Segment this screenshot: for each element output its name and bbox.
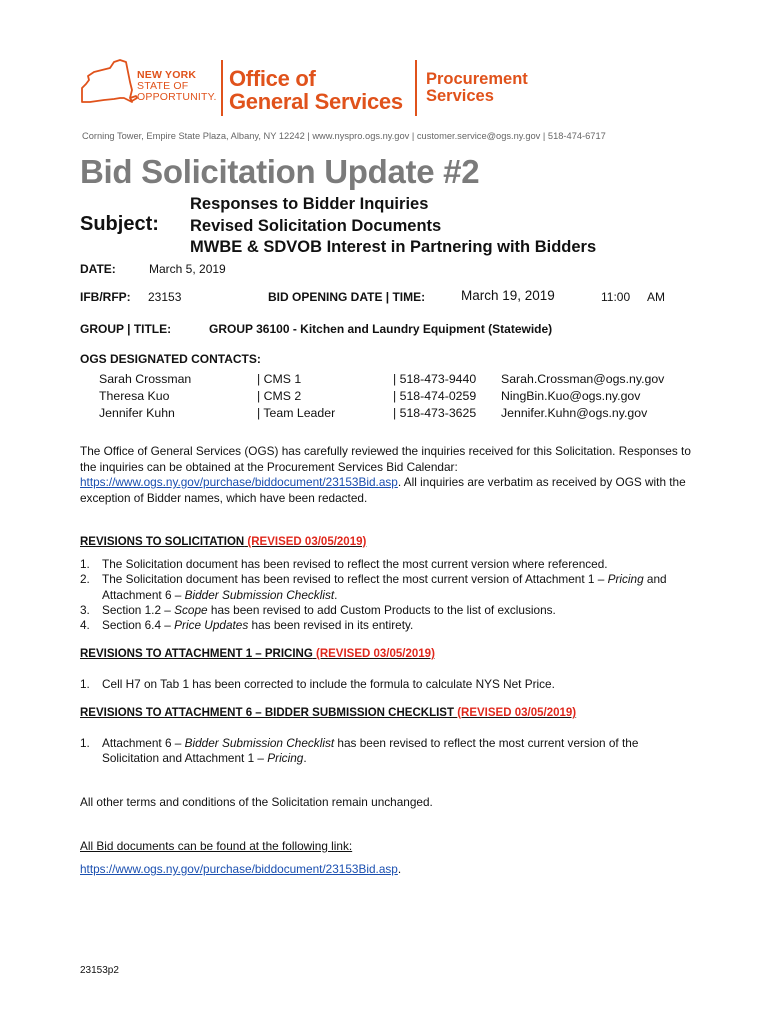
contacts-phones: [393, 371, 476, 422]
revised-date: (REVISED 03/05/2019): [316, 648, 435, 660]
revised-date: (REVISED 03/05/2019): [457, 707, 577, 719]
group-label: GROUP | TITLE:: [80, 322, 172, 336]
item-text-italic: Pricing: [267, 751, 304, 766]
item-number: 3.: [80, 602, 90, 617]
subject-line: Revised Solicitation Documents: [190, 216, 442, 235]
intro-text: The Office of General Services (OGS) has carefully reviewed the inquiries received for this Solicitation. Responses to the inquiries can be obtained at the Procurement Services Bid Calendar:: [80, 444, 691, 474]
item-text-italic: Scope: [174, 602, 208, 617]
ny-line3: OPPORTUNITY.: [137, 91, 217, 103]
item-text-italic: Bidder Submission Checklist: [184, 736, 335, 750]
item-number: 1.: [80, 677, 90, 691]
list-item: [80, 557, 692, 572]
intro-paragraph: [80, 444, 692, 506]
item-text: Cell H7 on Tab 1 has been corrected to include the formula to calculate NYS Net Price.: [102, 677, 555, 691]
pricing-revisions-list: [80, 677, 692, 692]
item-text: Attachment 6 –: [102, 736, 185, 750]
subject-label: Subject:: [80, 213, 159, 235]
date-label: DATE:: [80, 262, 116, 276]
item-text: has been revised to add Custom Products to the list of exclusions.: [207, 602, 556, 617]
group-value: GROUP 36100 - Kitchen and Laundry Equipment (Statewide): [209, 322, 553, 336]
contact-phone: | 518-473-3625: [393, 406, 477, 420]
bid-calendar-link[interactable]: https://www.ogs.ny.gov/purchase/biddocument/23153Bid.asp: [80, 475, 398, 489]
item-number: 2.: [80, 572, 90, 587]
docs-label: All Bid documents can be found at the following link:: [80, 839, 353, 853]
proc-line1: Procurement: [426, 70, 528, 88]
new-york-state-outline-icon: [80, 58, 138, 104]
item-number: 1.: [80, 557, 90, 571]
contact-name: Jennifer Kuhn: [99, 406, 175, 420]
bid-document-link[interactable]: https://www.ogs.ny.gov/purchase/biddocument/23153Bid.asp: [80, 862, 398, 876]
contact-name: Theresa Kuo: [99, 389, 170, 403]
ogs-line1: Office of: [229, 66, 316, 91]
subject-line: MWBE & SDVOB Interest in Partnering with Bidders: [190, 238, 597, 256]
contact-name: Sarah Crossman: [99, 372, 192, 386]
contact-phone: | 518-474-0259: [393, 389, 477, 403]
ifb-label: IFB/RFP:: [80, 290, 131, 304]
item-number: 4.: [80, 618, 90, 633]
contacts-names: [99, 371, 191, 422]
item-text: The Solicitation document has been revised to reflect the most current version where referenced.: [102, 557, 608, 571]
contacts-heading: OGS DESIGNATED CONTACTS:: [80, 352, 261, 366]
ogs-logo: [80, 56, 550, 126]
ifb-value: 23153: [148, 290, 182, 304]
subject-line: Responses to Bidder Inquiries: [190, 195, 429, 213]
contact-role: | Team Leader: [257, 406, 336, 420]
contact-phone: | 518-473-9440: [393, 372, 477, 386]
section-title: REVISIONS TO ATTACHMENT 6 – BIDDER SUBMISSION CHECKLIST: [80, 707, 454, 719]
solicitation-revisions-list: [80, 557, 692, 633]
docs-link-line: [80, 862, 401, 878]
contact-role: | CMS 1: [257, 372, 302, 386]
page-title: Bid Solicitation Update #2: [80, 153, 480, 190]
contacts-roles: [257, 371, 335, 422]
item-text-italic: Price Updates: [174, 618, 249, 633]
section-title: REVISIONS TO ATTACHMENT 1 – PRICING: [80, 648, 313, 660]
item-text-italic: Pricing: [607, 572, 644, 587]
item-text: Section 6.4 –: [102, 618, 175, 633]
item-text: .: [303, 751, 307, 766]
subject-lines: [190, 194, 596, 259]
contact-email[interactable]: Jennifer.Kuhn@ogs.ny.gov: [501, 406, 648, 420]
item-text-italic: Bidder Submission Checklist: [184, 587, 335, 602]
list-item: [80, 572, 692, 603]
item-number: 1.: [80, 736, 90, 750]
list-item: [80, 677, 692, 692]
contact-email[interactable]: NingBin.Kuo@ogs.ny.gov: [501, 389, 641, 403]
revised-date: (REVISED 03/05/2019): [247, 536, 367, 548]
page-footer-id: 23153p2: [80, 965, 119, 976]
bid-opening-label: BID OPENING DATE | TIME:: [268, 290, 426, 304]
item-text: has been revised in its entirety.: [248, 618, 414, 633]
bid-opening-ampm: AM: [647, 290, 665, 304]
list-item: [80, 603, 692, 618]
section-heading: [80, 648, 435, 660]
bid-opening-time: 11:00: [601, 290, 631, 304]
logo-divider: [221, 60, 223, 116]
item-text: .: [334, 587, 338, 602]
section-heading: [80, 536, 366, 548]
docs-period: .: [397, 862, 402, 876]
ny-line2: STATE OF: [137, 80, 189, 92]
intro-text: . All inquiries are verbatim as received by OGS with the exception of Bidder names, which have been redacted.: [80, 475, 686, 505]
proc-line2: Services: [426, 87, 494, 105]
bid-opening-date: March 19, 2019: [461, 288, 555, 303]
ogs-line2: General Services: [229, 89, 403, 114]
checklist-revisions-list: [80, 736, 692, 767]
list-item: [80, 736, 692, 767]
terms-text: All other terms and conditions of the Solicitation remain unchanged.: [80, 795, 433, 809]
item-text: and Attachment 6 –: [102, 572, 667, 602]
ny-line1: NEW YORK: [137, 69, 197, 81]
item-text: The Solicitation document has been revised to reflect the most current version of Attachment 1 –: [102, 572, 608, 587]
logo-divider-2: [415, 60, 417, 116]
contact-email[interactable]: Sarah.Crossman@ogs.ny.gov: [501, 372, 665, 386]
section-heading: [80, 707, 576, 719]
item-text: Section 1.2 –: [102, 602, 175, 617]
item-text: has been revised to reflect the most current version of the Solicitation and Attachment 1 –: [102, 736, 639, 766]
address-line: Corning Tower, Empire State Plaza, Albany, NY 12242 | www.nyspro.ogs.ny.gov | customer.service@ogs.ny.gov | 518-474-6717: [82, 131, 606, 141]
date-value: March 5, 2019: [149, 262, 226, 276]
section-title: REVISIONS TO SOLICITATION: [80, 536, 245, 548]
list-item: [80, 618, 692, 633]
contacts-emails: [501, 371, 664, 422]
contact-role: | CMS 2: [257, 389, 302, 403]
